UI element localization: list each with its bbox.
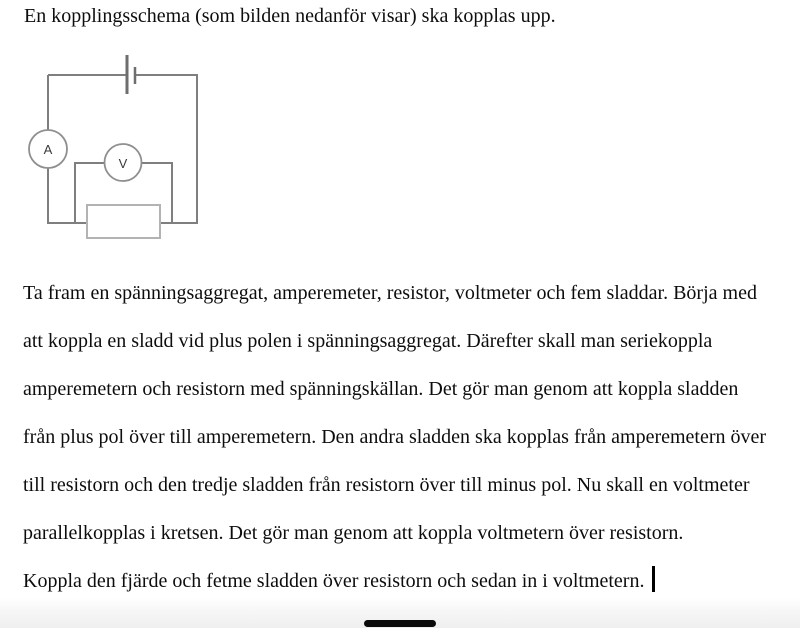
body-line: Ta fram en spänningsaggregat, amperemeter, resistor, voltmeter och fem sladdar. Börja med <box>23 282 757 304</box>
resistor-rect <box>87 205 160 238</box>
wire-top-right-and-right <box>135 75 197 223</box>
body-line: att koppla en sladd vid plus polen i spänningsaggregat. Därefter skall man seriekoppla <box>23 330 713 352</box>
ammeter-label: A <box>43 142 53 157</box>
text-cursor <box>652 566 655 592</box>
circuit-diagram <box>28 42 210 244</box>
body-line: parallelkopplas i kretsen. Det gör man genom att koppla voltmetern över resistorn. <box>23 522 684 544</box>
home-indicator-bar[interactable] <box>364 620 436 627</box>
body-line: amperemetern och resistorn med spänningskällan. Det gör man genom att koppla sladden <box>23 378 739 400</box>
wire-left-lower-and-bottom-left <box>48 168 87 223</box>
voltmeter-label: V <box>118 156 128 171</box>
document-body[interactable] <box>23 269 800 605</box>
document-title: En kopplingsschema (som bilden nedanför visar) ska kopplas upp. <box>24 5 556 27</box>
body-line: från plus pol över till amperemetern. Den andra sladden ska kopplas från amperemetern över <box>23 426 767 448</box>
body-line: till resistorn och den tredje sladden från resistorn över till minus pol. Nu skall en voltmeter <box>23 474 750 496</box>
body-line-last-text: Koppla den fjärde och fetme sladden över resistorn och sedan in i voltmetern. <box>23 570 645 592</box>
